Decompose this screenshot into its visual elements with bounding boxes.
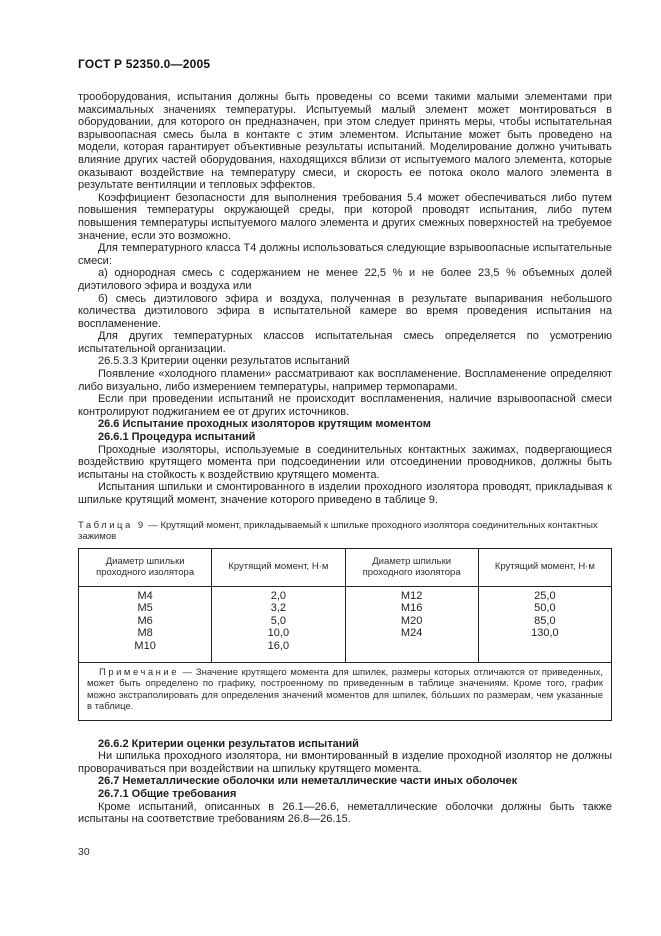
table-cell: М24 (345, 627, 478, 640)
table-cell: 130,0 (478, 627, 611, 640)
table-header-row (79, 548, 612, 586)
list-item-b: б) смесь диэтилового эфира и воздуха, полученная в результате выпаривания небольшого количества диэтилового эфира в испытательной камере во время проведения испытания на воспламенение. (78, 292, 612, 330)
table-cell: М12 (345, 586, 478, 602)
table-row (79, 586, 612, 602)
table-caption-label: Таблица 9 (78, 519, 146, 531)
table-header-cell: Крутящий момент, Н·м (212, 548, 345, 586)
table-cell: 2,0 (212, 586, 345, 602)
para-small-elements-continued: трооборудования, испытания должны быть проведены со всеми такими малыми элементами при максимальных значениях температуры. Испытуемый малый элемент может монтироваться в оборудовании, для которого он предназначен, при этом следует принять меры, чтобы испытательная взрывоопасная смесь была в контакте с этим элементом. Испытание может быть проведено на модели, которая гарантирует объективные результаты испытаний. Моделирование должно учитывать влияние других частей оборудования, находящихся вблизи от испытуемого малого элемента, которые оказывают воздействие на температуру смеси, и скорость ее потока около малого элемента в результате вентиляции и тепловых эффектов. (78, 91, 612, 192)
table-cell: М20 (345, 615, 478, 628)
table-cell: 85,0 (478, 615, 611, 628)
para-ignition-check: Если при проведении испытаний не происходит воспламенения, наличие взрывоопасной смеси контролируют поджиганием ее от других источников. (78, 393, 612, 418)
table-header-cell: Крутящий момент, Н·м (478, 548, 611, 586)
para-criteria-26-6-2: Ни шпилька проходного изолятора, ни вмонтированный в изделие проходной изолятор не должны проворачиваться при воздействии на шпильку крутящего момента. (78, 750, 612, 775)
para-cold-flame: Появление «холодного пламени» рассматривают как воспламенение. Воспламенение определяют либо визуально, либо измерением температуры, например термопарами. (78, 368, 612, 393)
table-cell: М16 (345, 602, 478, 615)
para-safety-factor: Коэффициент безопасности для выполнения требования 5.4 может обеспечиваться либо путем повышения температуры окружающей среды, при которой проводят испытания, либо путем повышения температуры испытуемого малого элемента и других смежных поверхностей на требуемое значение, если это возможно. (78, 191, 612, 242)
table-cell: 50,0 (478, 602, 611, 615)
table-note-label: Примечание (99, 666, 179, 678)
table-header-cell: Диаметр шпильки проходного изолятора (345, 548, 478, 586)
table-cell: 25,0 (478, 586, 611, 602)
table-row (79, 602, 612, 615)
table-cell (478, 640, 611, 662)
table-row (79, 640, 612, 662)
table-note-text: — Значение крутящего момента для шпилек, размеры которых отличаются от приведенных, может быть определено по графику, построенному по приведенным в таблице значениям. Кроме того, график можно экстраполировать для определения значений моментов для шпилек, бо́льших по размерам, чем указанные в таблице. (87, 666, 603, 713)
table-cell: М6 (79, 615, 212, 628)
table-cell: М5 (79, 602, 212, 615)
table-cell (345, 640, 478, 662)
table-cell: М8 (79, 627, 212, 640)
heading-26-6: 26.6 Испытание проходных изоляторов крутящим моментом (98, 418, 431, 431)
document-content (78, 91, 612, 826)
table-note-row (79, 662, 612, 720)
page-number: 30 (78, 846, 90, 858)
heading-26-7-1: 26.7.1 Общие требования (98, 787, 237, 800)
table-note (79, 662, 612, 720)
table-cell: 5,0 (212, 615, 345, 628)
table-caption-text: — Крутящий момент, прикладываемый к шпильке проходного изолятора соединительных контактных зажимов (78, 519, 598, 543)
para-other-temp-classes: Для других температурных классов испытательная смесь определяется по усмотрению испытательной организации. (78, 330, 612, 355)
table-cell: М4 (79, 586, 212, 602)
table-row (79, 627, 612, 640)
para-stud-torque: Испытания шпильки и смонтированного в изделии проходного изолятора проводят, прикладывая к шпильке крутящий момент, значение которого приведено в таблице 9. (78, 481, 612, 506)
table-caption (78, 520, 612, 543)
para-t4-mixtures-intro: Для температурного класса Т4 должны использоваться следующие взрывоопасные испытательные смеси: (78, 242, 612, 267)
page-header: ГОСТ Р 52350.0—2005 (78, 57, 211, 71)
heading-26-7: 26.7 Неметаллические оболочки или неметаллические части иных оболочек (98, 775, 518, 788)
table-header-cell: Диаметр шпильки проходного изолятора (79, 548, 212, 586)
heading-26-6-1: 26.6.1 Процедура испытаний (98, 431, 256, 444)
para-26-7-1-body: Кроме испытаний, описанных в 26.1—26.6, неметаллические оболочки должны быть также испытаны на соответствие требованиям 26.8—26.15. (78, 800, 612, 826)
table-cell: М10 (79, 640, 212, 662)
table-row (79, 615, 612, 628)
para-bushings-procedure: Проходные изоляторы, используемые в соединительных контактных зажимах, подвергающиеся воздействию крутящего момента при подсоединении или отсоединении проводников, должны быть испытаны на стойкость к воздействию крутящего момента. (78, 443, 612, 481)
table-cell: 3,2 (212, 602, 345, 615)
torque-table (78, 548, 612, 721)
heading-26-5-3-3: 26.5.3.3 Критерии оценки результатов испытаний (98, 355, 350, 368)
table-cell: 10,0 (212, 627, 345, 640)
list-item-a: а) однородная смесь с содержанием не менее 22,5 % и не более 23,5 % объемных долей диэтилового эфира и воздуха или (78, 267, 612, 292)
heading-26-6-2: 26.6.2 Критерии оценки результатов испытаний (98, 737, 359, 750)
table-cell: 16,0 (212, 640, 345, 662)
